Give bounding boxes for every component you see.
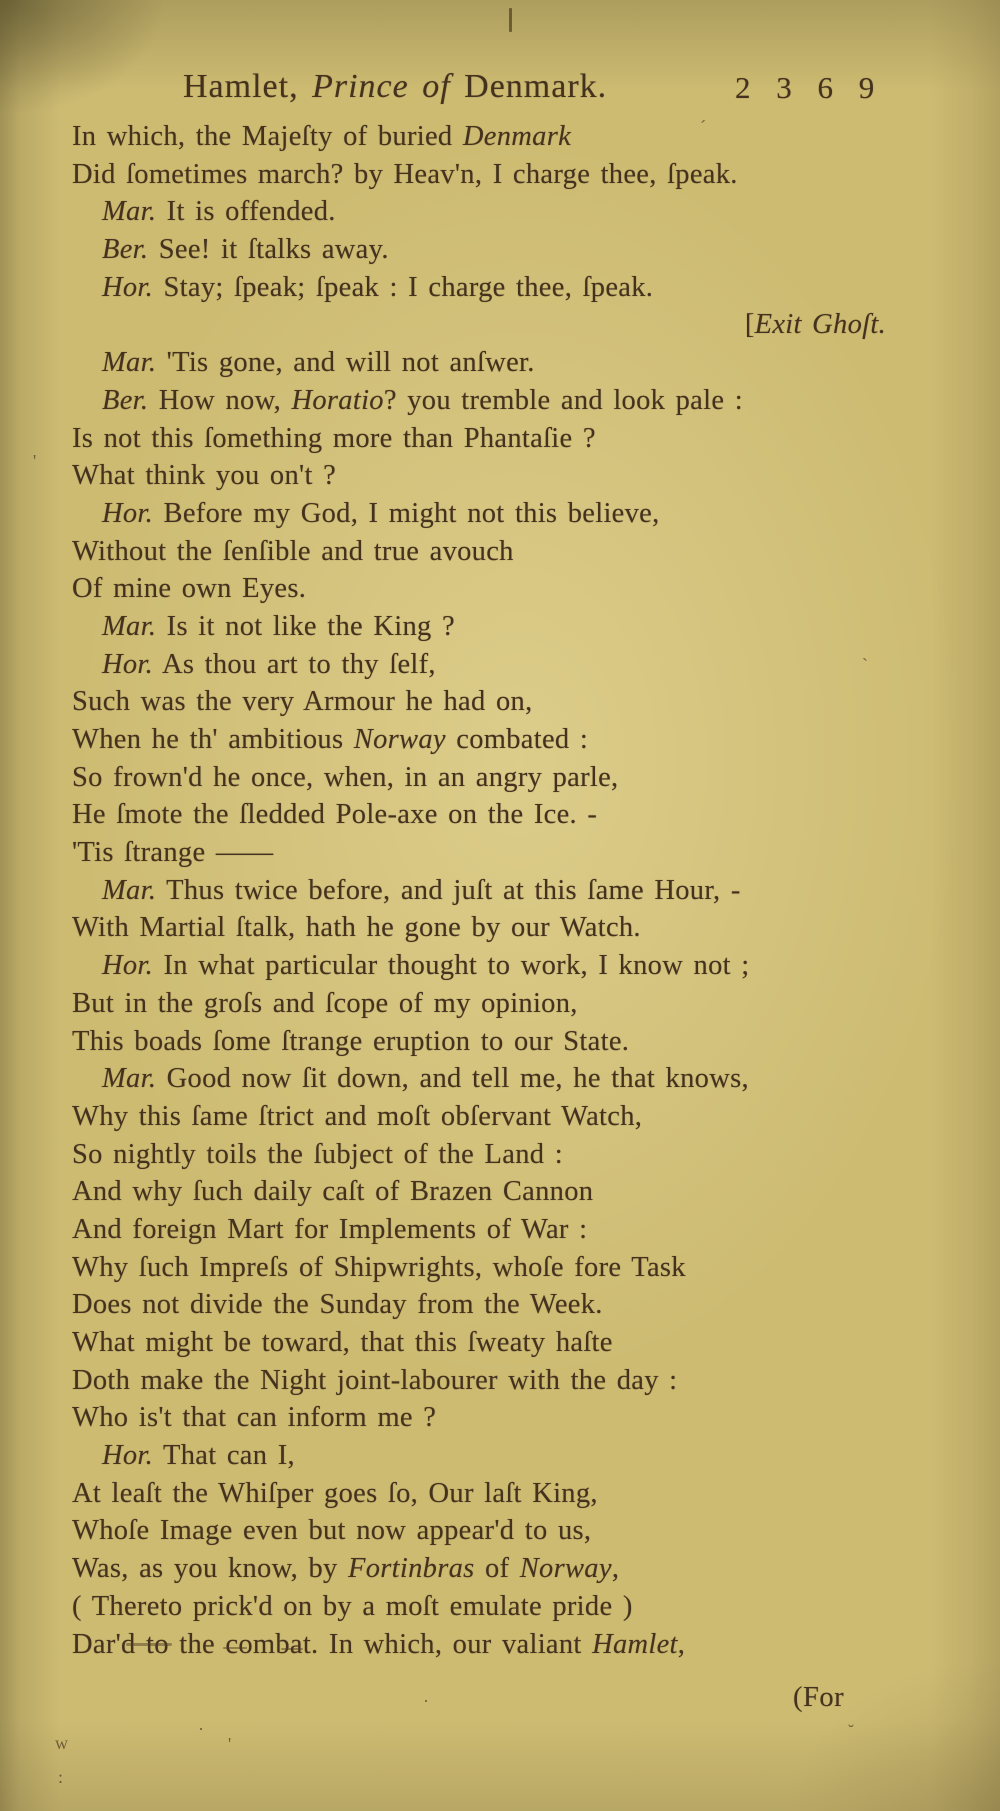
italic-text: Mar. bbox=[102, 874, 157, 906]
text-line bbox=[72, 1286, 892, 1324]
italic-text: Ber. bbox=[102, 384, 149, 416]
ink-speck: : bbox=[58, 1767, 64, 1787]
roman-text: Of mine own Eyes. bbox=[72, 573, 307, 605]
italic-text: Norway bbox=[519, 1553, 612, 1585]
text-line bbox=[72, 570, 892, 608]
text-line bbox=[72, 1098, 892, 1136]
roman-text: In what particular thought to work, I know not ; bbox=[153, 950, 750, 982]
text-line bbox=[72, 457, 892, 495]
roman-text: Is it not like the King ? bbox=[156, 610, 455, 642]
roman-text: With Martial ſtalk, hath he gone by our Watch. bbox=[72, 912, 641, 944]
text-line bbox=[72, 1060, 892, 1098]
roman-text: Whoſe Image even but now appear'd to us, bbox=[72, 1515, 592, 1547]
italic-text: Prince of bbox=[312, 68, 451, 105]
italic-text: Ber. bbox=[102, 234, 149, 266]
text-line bbox=[72, 759, 892, 797]
roman-text: ( Thereto prick'd on by a moſt emulate pride ) bbox=[72, 1590, 633, 1622]
roman-text: Good now ſit down, and tell me, he that knows, bbox=[156, 1063, 749, 1095]
roman-text: So frown'd he once, when, in an angry parle, bbox=[72, 761, 619, 793]
text-line bbox=[72, 156, 892, 194]
roman-text: Hamlet, bbox=[183, 68, 313, 105]
text-line bbox=[72, 118, 892, 156]
text-line bbox=[72, 1211, 892, 1249]
roman-text: Thus twice before, and juſt at this ſame Hour, - bbox=[156, 874, 741, 906]
text-block bbox=[72, 118, 892, 1663]
roman-text: And why ſuch daily caſt of Brazen Cannon bbox=[72, 1176, 594, 1208]
ink-speck: ` bbox=[862, 655, 868, 675]
text-line bbox=[72, 382, 892, 420]
italic-text: Hor. bbox=[102, 648, 154, 680]
page-number: 2 3 6 9 bbox=[735, 70, 884, 105]
text-line bbox=[72, 1475, 892, 1513]
roman-text: He ſmote the ſledded Pole-axe on the Ice. - bbox=[72, 799, 598, 831]
roman-text: Who is't that can inform me ? bbox=[72, 1402, 437, 1434]
text-line bbox=[72, 1362, 892, 1400]
roman-text: As thou art to thy ſelf, bbox=[153, 648, 436, 680]
text-line bbox=[72, 1023, 892, 1061]
roman-text: In which, the Majeſty of buried bbox=[72, 121, 463, 152]
text-line bbox=[72, 646, 892, 684]
ink-speck: · bbox=[423, 1691, 429, 1711]
ink-speck: · bbox=[198, 1719, 204, 1739]
text-line bbox=[72, 533, 892, 571]
text-line bbox=[72, 1399, 892, 1437]
roman-text: This boads ſome ſtrange eruption to our State. bbox=[72, 1025, 630, 1057]
text-line bbox=[72, 1512, 892, 1550]
roman-text: Does not divide the Sunday from the Week. bbox=[72, 1289, 603, 1321]
ink-speck: ˘ bbox=[848, 1721, 854, 1741]
roman-text: Was, as you know, by bbox=[72, 1553, 349, 1585]
roman-text: What might be toward, that this ſweaty haſte bbox=[72, 1327, 613, 1358]
italic-text: Hamlet bbox=[592, 1628, 678, 1660]
text-line bbox=[72, 1626, 892, 1664]
text-line bbox=[72, 269, 892, 307]
roman-text: , bbox=[611, 1553, 620, 1585]
roman-text: At leaſt the Whiſper goes ſo, Our laſt King, bbox=[72, 1477, 598, 1509]
italic-text: Exit Ghoſt. bbox=[754, 309, 886, 341]
italic-text: Fortinbras bbox=[348, 1553, 475, 1585]
italic-text: Hor. bbox=[102, 1440, 154, 1472]
roman-text: Did ſometimes march? by Heav'n, I charge thee, ſpeak. bbox=[72, 158, 738, 190]
running-header bbox=[183, 68, 607, 106]
roman-text: 'Tis ſtrange —— bbox=[72, 837, 274, 869]
roman-text: Doth make the Night joint-labourer with the day : bbox=[72, 1364, 678, 1396]
text-line bbox=[72, 193, 892, 231]
text-line bbox=[72, 420, 892, 458]
roman-text: combated : bbox=[445, 724, 589, 755]
text-line bbox=[72, 1136, 892, 1174]
text-line bbox=[72, 306, 892, 344]
italic-text: Mar. bbox=[102, 1063, 157, 1095]
roman-text: , bbox=[677, 1628, 686, 1660]
roman-text: Denmark. bbox=[450, 68, 608, 105]
italic-text: Mar. bbox=[102, 347, 157, 379]
roman-text: [ bbox=[744, 309, 755, 341]
header-title bbox=[183, 68, 607, 105]
italic-text: Hor. bbox=[102, 271, 154, 303]
roman-text: So nightly toils the ſubject of the Land : bbox=[72, 1138, 563, 1170]
stray-mark bbox=[509, 8, 512, 32]
roman-text: Stay; ſpeak; ſpeak : I charge thee, ſpeak. bbox=[153, 271, 654, 303]
text-line bbox=[72, 985, 892, 1023]
text-line bbox=[72, 1588, 892, 1626]
roman-text: Why ſuch Impreſs of Shipwrights, whoſe fore Task bbox=[72, 1251, 686, 1283]
text-line bbox=[72, 1324, 892, 1362]
text-line bbox=[72, 495, 892, 533]
roman-text: Is not this ſomething more than Phantaſie ? bbox=[72, 422, 596, 454]
roman-text: How now, bbox=[148, 384, 292, 416]
ink-speck: ˊ bbox=[700, 117, 706, 137]
text-line bbox=[72, 834, 892, 872]
roman-text: ? you tremble and look pale : bbox=[383, 384, 743, 416]
roman-text: Such was the very Armour he had on, bbox=[72, 686, 533, 718]
text-line bbox=[72, 947, 892, 985]
text-line bbox=[72, 796, 892, 834]
text-line bbox=[72, 1550, 892, 1588]
text-line bbox=[72, 608, 892, 646]
roman-text: Before my God, I might not this believe, bbox=[153, 497, 660, 529]
text-line bbox=[72, 683, 892, 721]
roman-text: What think you on't ? bbox=[72, 460, 337, 492]
italic-text: Mar. bbox=[102, 610, 157, 642]
italic-text: Norway bbox=[353, 724, 446, 755]
italic-text: Hor. bbox=[102, 497, 154, 529]
roman-text: Why this ſame ſtrict and moſt obſervant Watch, bbox=[72, 1100, 643, 1132]
ink-speck: ' bbox=[33, 451, 37, 471]
text-line bbox=[72, 1173, 892, 1211]
roman-text: It is offended. bbox=[156, 196, 336, 228]
text-line bbox=[72, 721, 892, 759]
roman-text: See! it ſtalks away. bbox=[148, 234, 389, 266]
text-line bbox=[72, 1437, 892, 1475]
text-line bbox=[72, 1249, 892, 1287]
text-line bbox=[72, 344, 892, 382]
roman-text: of bbox=[474, 1553, 520, 1585]
roman-text: 'Tis gone, and will not anſwer. bbox=[156, 347, 535, 379]
italic-text: Horatio bbox=[291, 384, 384, 416]
italic-text: Denmark bbox=[462, 121, 572, 152]
ink-speck: ' bbox=[228, 1734, 232, 1754]
text-line bbox=[72, 909, 892, 947]
text-line bbox=[72, 872, 892, 910]
roman-text: Dar'd to the combat. In which, our valiant bbox=[72, 1628, 593, 1660]
roman-text: And foreign Mart for Implements of War : bbox=[72, 1213, 588, 1245]
roman-text: Without the ſenſible and true avouch bbox=[72, 535, 514, 567]
italic-text: Hor. bbox=[102, 950, 154, 982]
text-line bbox=[72, 231, 892, 269]
roman-text: But in the groſs and ſcope of my opinion, bbox=[72, 987, 578, 1019]
italic-text: Mar. bbox=[102, 196, 157, 228]
catchword: (For bbox=[793, 1682, 845, 1713]
ink-speck: w bbox=[55, 1733, 68, 1753]
roman-text: When he th' ambitious bbox=[72, 724, 354, 755]
roman-text: That can I, bbox=[153, 1440, 295, 1472]
